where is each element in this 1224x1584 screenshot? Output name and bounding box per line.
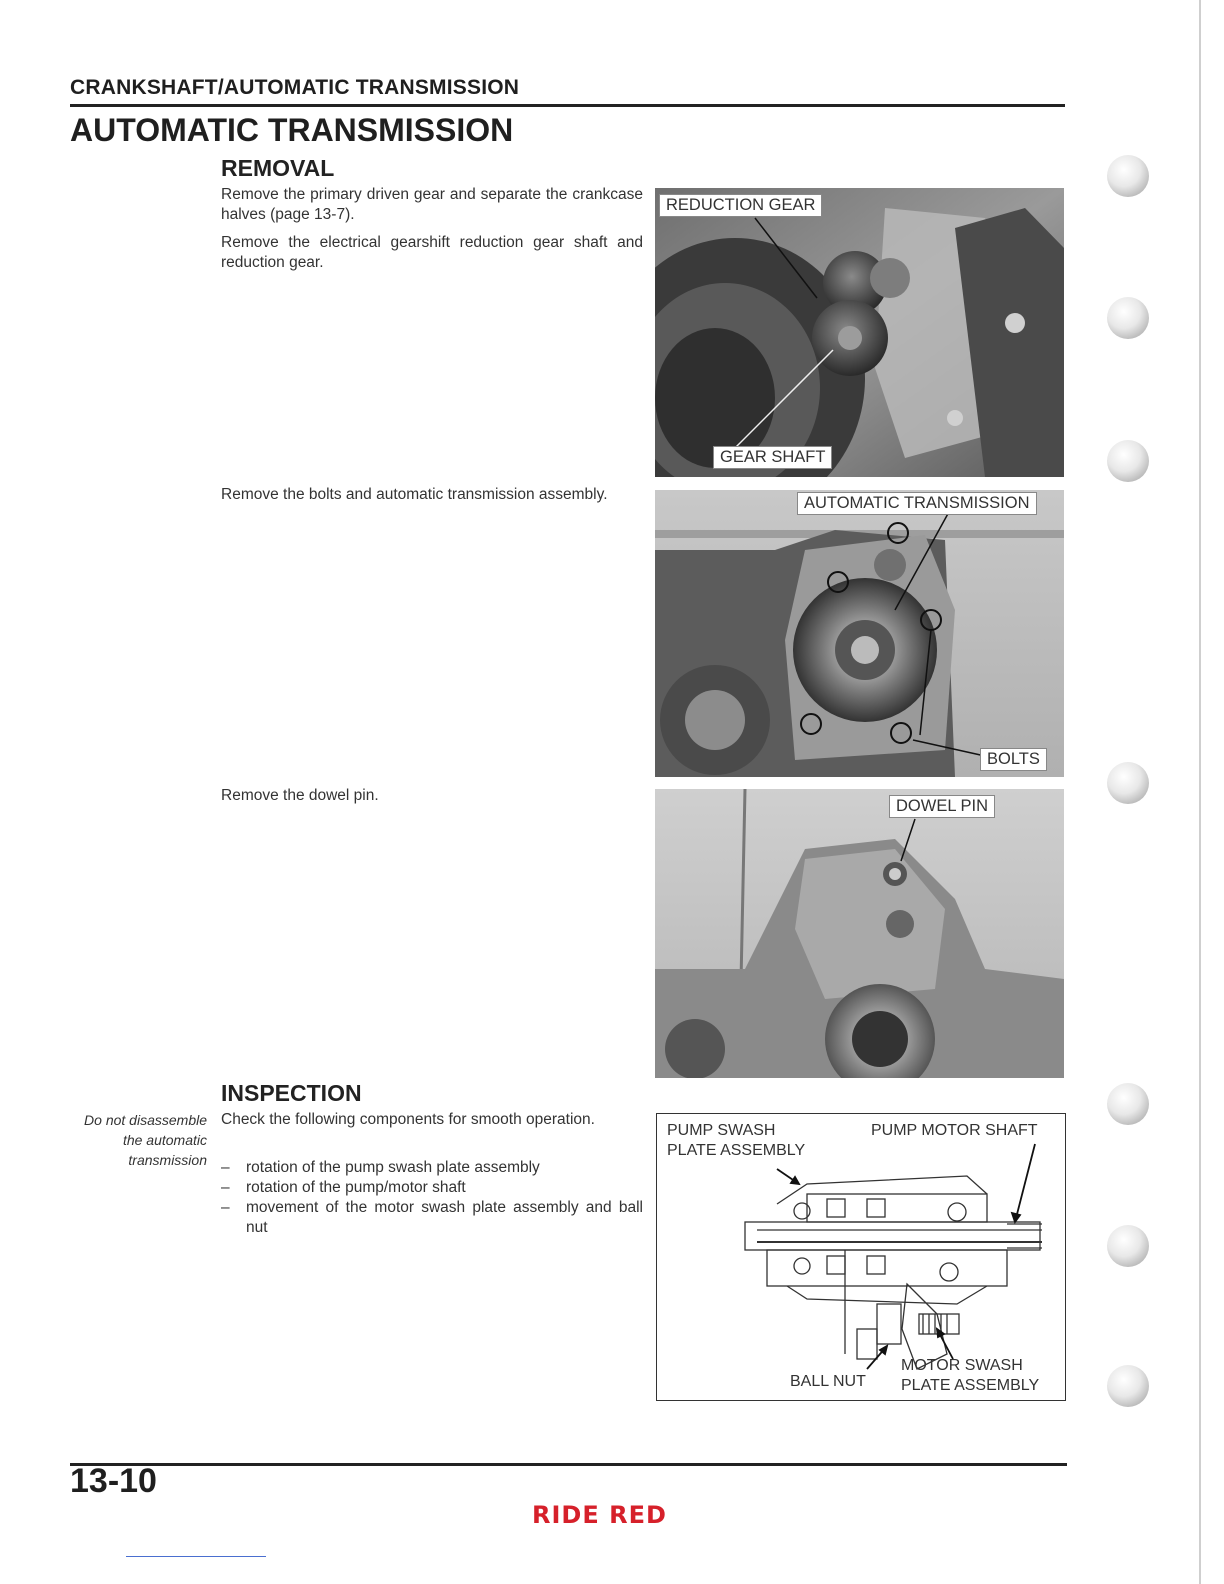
- inspection-item: – movement of the motor swash plate assembly and ball nut: [221, 1198, 643, 1238]
- binder-hole: [1107, 1365, 1149, 1407]
- inspection-checklist: [221, 1158, 643, 1238]
- header-rule: [70, 104, 1065, 107]
- bottom-link-line: [126, 1556, 266, 1557]
- page-title: AUTOMATIC TRANSMISSION: [70, 112, 514, 148]
- binder-hole: [1107, 762, 1149, 804]
- transmission-diagram: [656, 1113, 1066, 1401]
- reduction-gear-label: REDUCTION GEAR: [659, 194, 822, 217]
- section-header: CRANKSHAFT/AUTOMATIC TRANSMISSION: [70, 76, 520, 99]
- motor-swash-plate-label-line2: PLATE ASSEMBLY: [901, 1377, 1040, 1394]
- binder-hole: [1107, 1083, 1149, 1125]
- pump-swash-plate-label-line1: PUMP SWASH: [667, 1122, 776, 1139]
- binder-hole: [1107, 1225, 1149, 1267]
- ball-nut-label: BALL NUT: [790, 1373, 866, 1390]
- footer-brand-logo: RIDE RED: [532, 1501, 667, 1529]
- dowel-pin-photo: [655, 789, 1064, 1078]
- automatic-transmission-photo-art: [655, 490, 1064, 777]
- motor-swash-plate-label-line1: MOTOR SWASH: [901, 1357, 1023, 1374]
- bolts-label: BOLTS: [980, 748, 1047, 771]
- removal-step1-paragraph1: Remove the primary driven gear and separate the crankcase halves (page 13-7).: [221, 186, 643, 223]
- binder-hole: [1107, 297, 1149, 339]
- automatic-transmission-photo: [655, 490, 1064, 777]
- inspection-side-note: Do not disassemble the automatic transmission: [84, 1112, 207, 1168]
- page-number: 13-10: [70, 1462, 157, 1500]
- page-edge: [1199, 0, 1201, 1584]
- removal-heading: REMOVAL: [221, 155, 335, 181]
- inspection-intro: Check the following components for smooth operation.: [221, 1111, 595, 1128]
- inspection-item: – rotation of the pump swash plate assembly: [221, 1158, 643, 1178]
- dowel-pin-photo-art: [655, 789, 1064, 1078]
- gear-shaft-label: GEAR SHAFT: [713, 446, 832, 469]
- removal-step3-paragraph: Remove the dowel pin.: [221, 787, 379, 804]
- automatic-transmission-label: AUTOMATIC TRANSMISSION: [797, 492, 1037, 515]
- pump-motor-shaft-label: PUMP MOTOR SHAFT: [871, 1122, 1038, 1139]
- footer-rule: [70, 1463, 1067, 1466]
- reduction-gear-photo-art: [655, 188, 1064, 477]
- removal-step1-paragraph2: Remove the electrical gearshift reduction gear shaft and reduction gear.: [221, 234, 643, 271]
- inspection-heading: INSPECTION: [221, 1080, 362, 1106]
- binder-hole: [1107, 155, 1149, 197]
- removal-step2-paragraph: Remove the bolts and automatic transmission assembly.: [221, 486, 608, 503]
- dowel-pin-label: DOWEL PIN: [889, 795, 995, 818]
- pump-swash-plate-label-line2: PLATE ASSEMBLY: [667, 1142, 806, 1159]
- reduction-gear-photo: [655, 188, 1064, 477]
- inspection-item: – rotation of the pump/motor shaft: [221, 1178, 643, 1198]
- binder-hole: [1107, 440, 1149, 482]
